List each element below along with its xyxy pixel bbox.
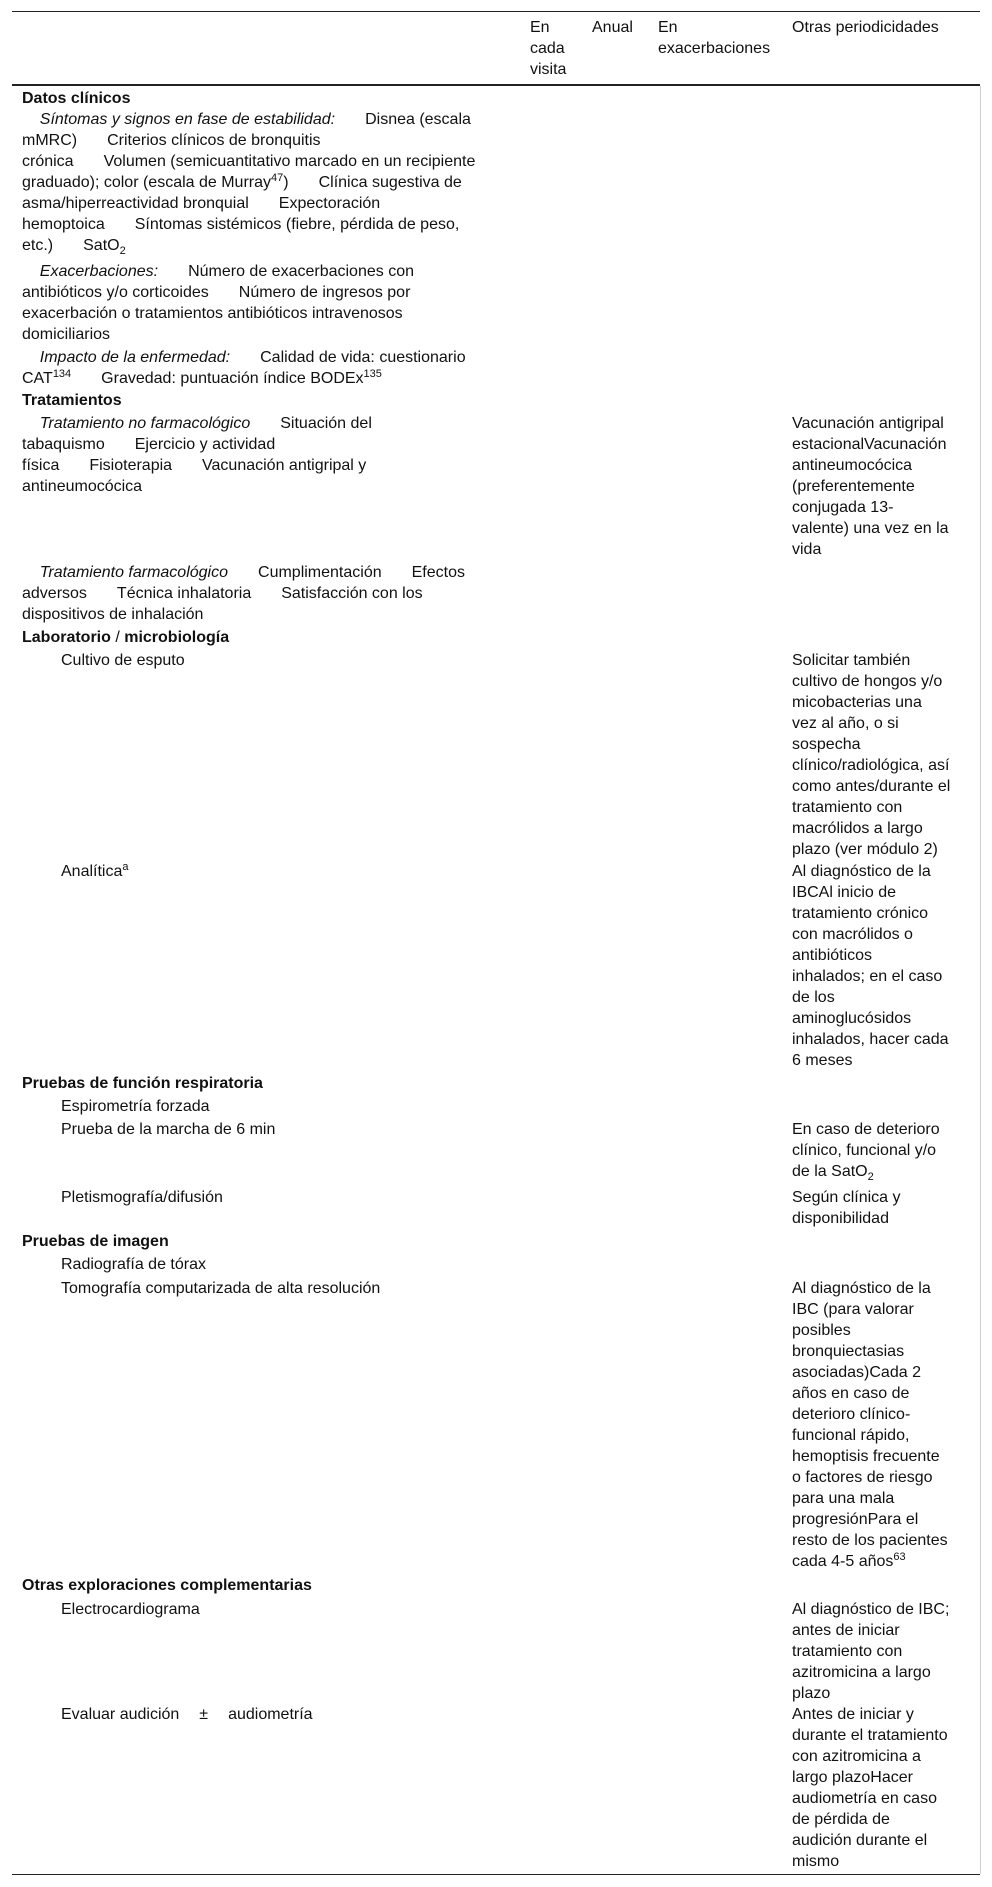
item-hearing — [61, 1704, 313, 1725]
section-other-tests: Otras exploraciones complementarias — [22, 1577, 312, 1594]
item-spirometry: Espirometría forzada — [61, 1098, 210, 1115]
header-each-visit-line: En — [530, 19, 550, 36]
other-line: antes de iniciar — [792, 1622, 900, 1639]
impact-block — [22, 347, 492, 389]
item-exercise-cont: física — [22, 457, 60, 474]
other-line: progresiónPara el — [792, 1511, 919, 1528]
nonpharm-other — [792, 413, 958, 560]
other-line: audiometría en caso — [792, 1790, 937, 1807]
pharm-label: Tratamiento farmacológico — [39, 564, 229, 581]
item-compliance: Cumplimentación — [258, 564, 382, 581]
item-mmrc: mMRC) — [22, 132, 78, 149]
section-lab — [22, 627, 229, 648]
other-line: Solicitar también — [792, 652, 911, 669]
other-line: macrólidos a largo — [792, 820, 923, 837]
other-line: sospecha — [792, 736, 861, 753]
other-line: inhalados; en el caso — [792, 968, 943, 985]
other-line: estacionalVacunación — [792, 436, 947, 453]
analytics-label: Analítica — [61, 863, 123, 880]
section-treatments: Tratamientos — [22, 392, 122, 409]
ecg-other — [792, 1599, 958, 1704]
header-other-periodicities: Otras periodicidades — [792, 19, 939, 36]
header-exacerbations — [658, 17, 770, 59]
top-rule — [12, 11, 980, 12]
header-annual: Anual — [592, 19, 633, 36]
item-severity: Gravedad: puntuación índice BODEx — [101, 370, 364, 387]
other-line: asociadas)Cada 2 — [792, 1364, 921, 1381]
other-line: micobacterias una — [792, 694, 922, 711]
header-each-visit-line: cada — [530, 40, 565, 57]
other-line: plazo — [792, 1685, 831, 1702]
other-line: durante el tratamiento — [792, 1727, 948, 1744]
other-line: conjugada 13- — [792, 499, 894, 516]
other-line: clínico/radiológica, así — [792, 757, 950, 774]
item-vaccination: Vacunación antigripal y — [202, 457, 367, 474]
ref-murray: 47 — [271, 172, 284, 184]
other-line: Antes de iniciar y — [792, 1706, 914, 1723]
other-line: IBC (para valorar — [792, 1301, 914, 1318]
item-systemic: Síntomas sistémicos (fiebre, pérdida de peso, — [134, 216, 460, 233]
other-line: antibióticos — [792, 947, 873, 964]
item-technique: Técnica inhalatoria — [116, 585, 252, 602]
stable-label: Síntomas y signos en fase de estabilidad: — [39, 111, 336, 128]
nonpharm-label: Tratamiento no farmacológico — [39, 415, 251, 432]
other-line: Al diagnóstico de IBC; — [792, 1601, 950, 1618]
other-line: disponibilidad — [792, 1210, 889, 1227]
other-line: En caso de deterioro — [792, 1121, 940, 1138]
other-line: azitromicina a largo — [792, 1664, 931, 1681]
other-line: largo plazoHacer — [792, 1769, 913, 1786]
item-satisfaction: Satisfacción con los — [281, 585, 423, 602]
other-line: IBCAl inicio de — [792, 884, 897, 901]
other-line: resto de los pacientes — [792, 1532, 948, 1549]
item-admissions: Número de ingresos por — [238, 284, 411, 301]
ref-bodex: 135 — [363, 368, 382, 380]
item-sat: SatO — [83, 237, 120, 254]
other-line: Vacunación antigripal — [792, 415, 944, 432]
bottom-rule — [12, 1874, 980, 1875]
item-physio: Fisioterapia — [89, 457, 173, 474]
analytics-other — [792, 861, 958, 1071]
header-exac-line: En — [658, 19, 678, 36]
other-line: hemoptisis frecuente — [792, 1448, 940, 1465]
hearing-label: Evaluar audición — [61, 1706, 180, 1723]
other-line: audición durante el — [792, 1832, 928, 1849]
other-line: vida — [792, 541, 822, 558]
other-line: bronquiectasias — [792, 1343, 905, 1360]
other-line: deterioro clínico- — [792, 1406, 911, 1423]
header-each-visit-line: visita — [530, 61, 567, 78]
header-exac-line: exacerbaciones — [658, 40, 771, 57]
other-line: posibles — [792, 1322, 851, 1339]
hearing-other — [792, 1704, 958, 1872]
other-line: plazo (ver módulo 2) — [792, 841, 938, 858]
exac-label: Exacerbaciones: — [39, 263, 159, 280]
item-smoking-cont: tabaquismo — [22, 436, 105, 453]
walk-other — [792, 1119, 958, 1182]
other-line: aminoglucósidos — [792, 1010, 912, 1027]
item-satisfaction-cont: dispositivos de inhalación — [22, 606, 204, 623]
item-criteria: Criterios clínicos de bronquitis — [107, 132, 321, 149]
other-line: para una mala — [792, 1490, 895, 1507]
exacerbations-block — [22, 261, 492, 345]
other-line: de la SatO — [792, 1163, 868, 1180]
pleth-other — [792, 1187, 958, 1229]
analytics-footnote: a — [122, 861, 129, 873]
item-criteria-cont: crónica — [22, 153, 74, 170]
item-systemic-cont: etc.) — [22, 237, 54, 254]
section-pft: Pruebas de función respiratoria — [22, 1075, 263, 1092]
other-line: años en caso de — [792, 1385, 910, 1402]
item-cat: CAT — [22, 370, 53, 387]
sputum-other — [792, 650, 958, 860]
item-smoking: Situación del — [280, 415, 372, 432]
item-ct: Tomografía computarizada de alta resolución — [61, 1280, 381, 1297]
section-imaging: Pruebas de imagen — [22, 1233, 169, 1250]
other-line: vez al año, o si — [792, 715, 899, 732]
other-line: Según clínica y — [792, 1189, 901, 1206]
item-walk-test: Prueba de la marcha de 6 min — [61, 1121, 276, 1138]
item-hemoptoic: hemoptoica — [22, 216, 105, 233]
other-line: tratamiento crónico — [792, 905, 929, 922]
other-line: clínico, funcional y/o — [792, 1142, 937, 1159]
other-line: tratamiento con — [792, 1643, 903, 1660]
lab-title-sep: / — [110, 629, 125, 646]
ref-ct: 63 — [893, 1551, 906, 1563]
item-analytics — [61, 861, 129, 882]
right-border — [980, 86, 981, 1874]
section-clinical: Datos clínicos — [22, 90, 131, 107]
item-sputum: Cultivo de esputo — [61, 652, 185, 669]
item-exercise: Ejercicio y actividad — [134, 436, 276, 453]
nonpharm-block — [22, 413, 492, 497]
item-plethysmography: Pletismografía/difusión — [61, 1189, 223, 1206]
other-line: Al diagnóstico de la — [792, 1280, 931, 1297]
ref-cat: 134 — [52, 368, 72, 380]
other-line: (preferentemente — [792, 478, 915, 495]
item-xray: Radiografía de tórax — [61, 1256, 206, 1273]
other-line: inhalados, hacer cada — [792, 1031, 949, 1048]
other-line: mismo — [792, 1853, 840, 1870]
close-paren: ) — [283, 174, 289, 191]
item-quality-of-life: Calidad de vida: cuestionario — [260, 349, 466, 366]
other-line: antineumocócica — [792, 457, 913, 474]
other-line: funcional rápido, — [792, 1427, 910, 1444]
other-line: como antes/durante el — [792, 778, 951, 795]
sat-subscript: 2 — [119, 245, 126, 257]
item-expectoration: Expectoración — [278, 195, 381, 212]
item-dyspnea: Disnea (escala — [365, 111, 471, 128]
item-exac-number: Número de exacerbaciones con — [188, 263, 414, 280]
ct-other — [792, 1278, 958, 1572]
other-line: valente) una vez en la — [792, 520, 949, 537]
pharm-block — [22, 562, 492, 625]
other-line: o factores de riesgo — [792, 1469, 933, 1486]
other-line: tratamiento con — [792, 799, 903, 816]
header-each-visit — [530, 17, 566, 80]
lab-title-b: microbiología — [124, 629, 230, 646]
other-line: Al diagnóstico de la — [792, 863, 931, 880]
item-admissions-cont: exacerbación o tratamientos antibióticos intravenosos — [22, 305, 403, 322]
plus-minus: ± — [199, 1706, 209, 1723]
item-volume-cont: graduado); color (escala de Murray — [22, 174, 272, 191]
item-adverse-cont: adversos — [22, 585, 87, 602]
item-admissions-cont2: domiciliarios — [22, 326, 111, 343]
lab-title-a: Laboratorio — [22, 629, 111, 646]
header-rule — [12, 84, 980, 86]
item-adverse: Efectos — [411, 564, 465, 581]
other-line: cada 4-5 años — [792, 1553, 894, 1570]
item-asthma: Clínica sugestiva de — [318, 174, 462, 191]
walk-subscript: 2 — [867, 1171, 874, 1183]
other-line: con macrólidos o — [792, 926, 913, 943]
other-line: con azitromicina a — [792, 1748, 921, 1765]
item-exac-number-cont: antibióticos y/o corticoides — [22, 284, 209, 301]
stable-symptoms-block — [22, 109, 492, 256]
other-line: de los — [792, 989, 835, 1006]
other-line: de pérdida de — [792, 1811, 890, 1828]
item-asthma-cont: asma/hiperreactividad bronquial — [22, 195, 249, 212]
other-line: cultivo de hongos y/o — [792, 673, 943, 690]
other-line: 6 meses — [792, 1052, 853, 1069]
impact-label: Impacto de la enfermedad: — [39, 349, 231, 366]
item-volume: Volumen (semicuantitativo marcado en un recipiente — [103, 153, 476, 170]
item-vaccination-cont: antineumocócica — [22, 478, 143, 495]
item-ecg: Electrocardiograma — [61, 1601, 200, 1618]
audiometry-label: audiometría — [228, 1706, 313, 1723]
